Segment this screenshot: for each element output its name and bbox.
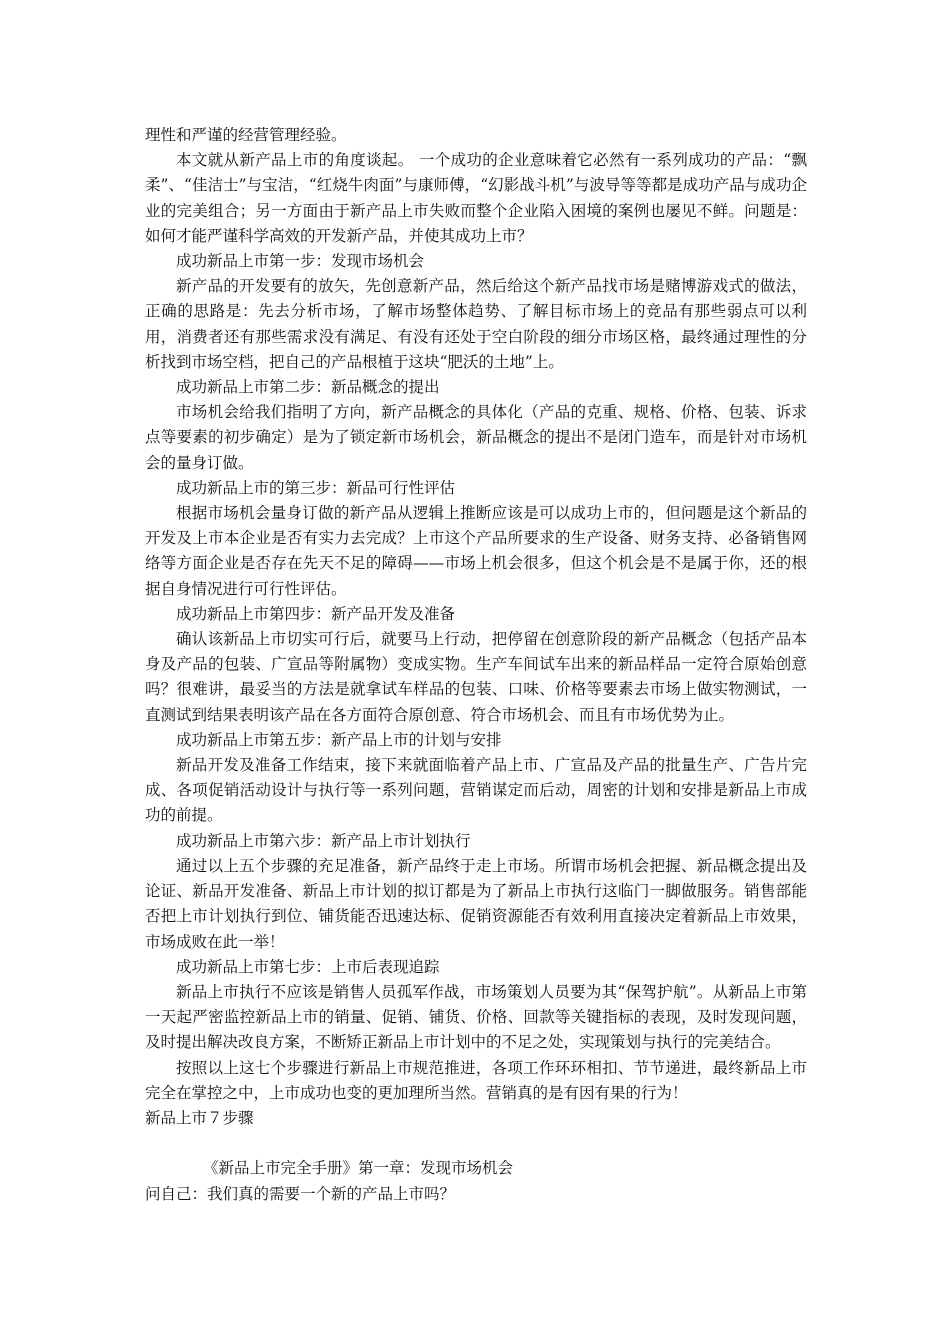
step-1-body: 新产品的开发要有的放矢，先创意新产品，然后给这个新产品找市场是赌博游戏式的做法，正确的思路是：先去分析市场，了解市场整体趋势、了解目标市场上的竞品有那些弱点可以利用，消费者还有那些需求没有满足、有没有还处于空白阶段的细分市场区格，最终通过理性的分析找到市场空档，把自己的产品根植于这块“肥沃的土地”上。 [145, 277, 807, 371]
step-6-body: 通过以上五个步骤的充足准备，新产品终于走上市场。所谓市场机会把握、新品概念提出及论证、新品开发准备、新品上市计划的拟订都是为了新品上市执行这临门一脚做服务。销售部能否把上市计划执行到位、铺货能否迅速达标、促销资源能否有效利用直接决定着新品上市效果，市场成败在此一举！ [145, 856, 807, 951]
step-1-heading: 成功新品上市第一步：发现市场机会 [176, 252, 425, 271]
step-4-heading: 成功新品上市第四步：新产品开发及准备 [176, 604, 456, 623]
step-3-heading: 成功新品上市的第三步：新品可行性评估 [176, 478, 456, 497]
chapter-title: 《新品上市完全手册》第一章：发现市场机会 [203, 1159, 514, 1178]
section-title: 新品上市７步骤 [145, 1108, 254, 1127]
document-body [145, 123, 807, 1207]
step-2-body: 市场机会给我们指明了方向，新产品概念的具体化（产品的克重、规格、价格、包装、诉求点等要素的初步确定）是为了锁定新市场机会，新品概念的提出不是闭门造车，而是针对市场机会的量身订做。 [145, 403, 807, 472]
paragraph-intro: 本文就从新产品上市的角度谈起。 一个成功的企业意味着它必然有一系列成功的产品：“飘柔”、“佳洁士”与宝洁，“红烧牛肉面”与康师傅，“幻影战斗机”与波导等等都是成功产品与成功企业的完美组合；另一方面由于新产品上市失败而整个企业陷入困境的案例也屡见不鲜。问题是：如何才能严谨科学高效的开发新产品，并使其成功上市？ [145, 151, 807, 245]
step-4-body: 确认该新品上市切实可行后，就要马上行动，把停留在创意阶段的新产品概念（包括产品本身及产品的包装、广宣品等附属物）变成实物。生产车间试车出来的新品样品一定符合原始创意吗？很难讲，最妥当的方法是就拿试车样品的包装、口味、价格等要素去市场上做实物测试，一直测试到结果表明该产品在各方面符合原创意、符合市场机会、而且有市场优势为止。 [145, 630, 807, 724]
step-2-heading: 成功新品上市第二步：新品概念的提出 [176, 378, 440, 397]
paragraph: 理性和严谨的经营管理经验。 [145, 126, 347, 144]
step-7-heading: 成功新品上市第七步：上市后表现追踪 [176, 957, 440, 976]
step-5-body: 新品开发及准备工作结束，接下来就面临着产品上市、广宣品及产品的批量生产、广告片完成、各项促销活动设计与执行等一系列问题，营销谋定而后动，周密的计划和安排是新品上市成功的前提。 [145, 756, 807, 825]
step-3-body: 根据市场机会量身订做的新产品从逻辑上推断应该是可以成功上市的，但问题是这个新品的开发及上市本企业是否有实力去完成？上市这个产品所要求的生产设备、财务支持、必备销售网络等方面企业是否存在先天不足的障碍——市场上机会很多，但这个机会是不是属于你，还的根据自身情况进行可行性评估。 [145, 504, 807, 598]
step-6-heading: 成功新品上市第六步：新产品上市计划执行 [176, 831, 471, 850]
blank-line [145, 1131, 807, 1156]
step-5-heading: 成功新品上市第五步：新产品上市的计划与安排 [176, 730, 502, 749]
conclusion-paragraph: 按照以上这七个步骤进行新品上市规范推进，各项工作环环相扣、节节递进，最终新品上市完全在掌控之中，上市成功也变的更加理所当然。营销真的是有因有果的行为！ [145, 1058, 807, 1102]
question-line: 问自己：我们真的需要一个新的产品上市吗？ [145, 1184, 456, 1203]
step-7-body: 新品上市执行不应该是销售人员孤军作战，市场策划人员要为其“保驾护航”。从新品上市第一天起严密监控新品上市的销量、促销、铺货、价格、回款等关键指标的表现，及时发现问题，及时提出解决改良方案，不断矫正新品上市计划中的不足之处，实现策划与执行的完美结合。 [145, 982, 807, 1052]
